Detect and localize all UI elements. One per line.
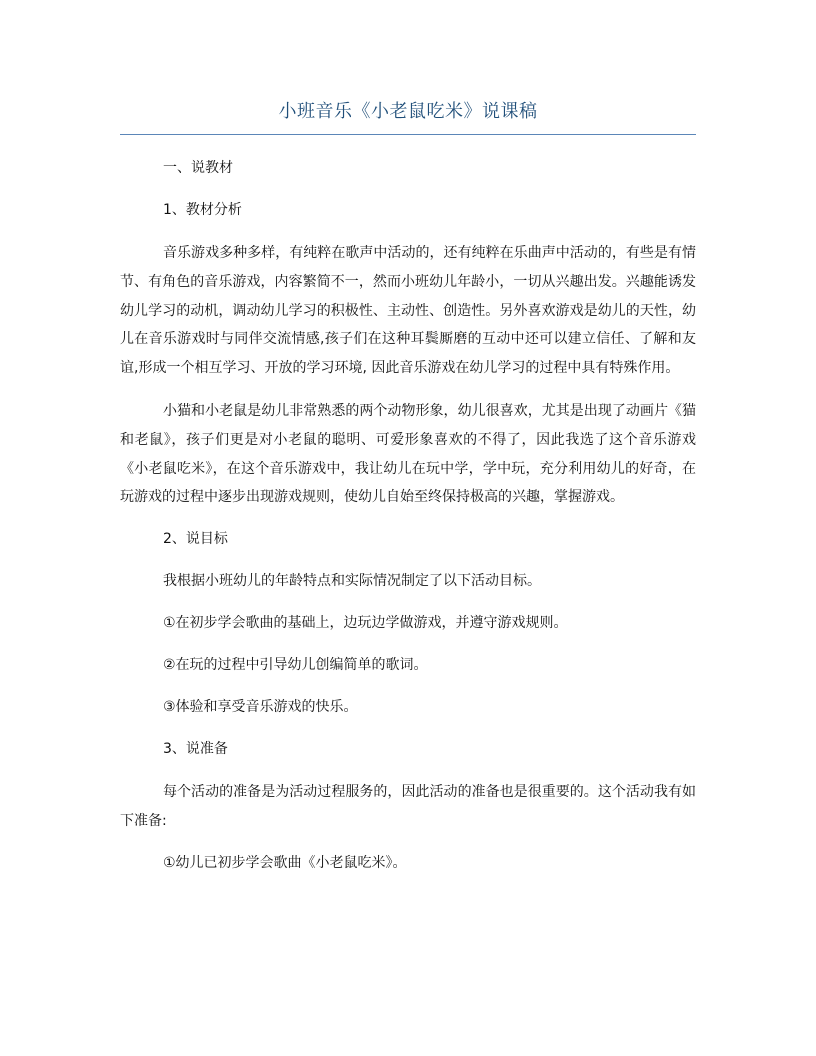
goal-item-3: ③体验和享受音乐游戏的快乐。 — [163, 699, 358, 716]
paragraph-preparation: 每个活动的准备是为活动过程服务的，因此活动的准备也是很重要的。这个活动我有如下准备: — [120, 784, 696, 829]
section-heading-textbook: 一、说教材 — [163, 160, 233, 176]
subheading-material-analysis: 1、教材分析 — [163, 202, 242, 218]
document-body — [120, 155, 696, 892]
preparation-item-1: ①幼儿已初步学会歌曲《小老鼠吃米》。 — [163, 854, 407, 871]
page-title: 小班音乐《小老鼠吃米》说课稿 — [278, 101, 538, 122]
subheading-preparation: 3、说准备 — [163, 741, 228, 758]
subheading-goals: 2、说目标 — [163, 531, 228, 548]
goal-item-1: ①在初步学会歌曲的基础上，边玩边学做游戏，并遵守游戏规则。 — [163, 615, 568, 632]
paragraph-music-games: 音乐游戏多种多样，有纯粹在歌声中活动的，还有纯粹在乐曲声中活动的，有些是有情节、有角色的音乐游戏，内容繁简不一，然而小班幼儿年龄小，一切从兴趣出发。兴趣能诱发幼儿学习的动机，调动幼儿学习的积极性、主动性、创造性。另外喜欢游戏是幼儿的天性，幼儿在音乐游戏时与同伴交流情感,孩子们在这种耳鬓厮磨的互动中还可以建立信任、了解和友谊,形成一个相互学习、开放的学习环境, 因此音乐游戏在幼儿学习的过程中具有特殊作用。 — [120, 245, 696, 377]
goals-intro: 我根据小班幼儿的年龄特点和实际情况制定了以下活动目标。 — [163, 573, 541, 590]
title-underline — [120, 134, 696, 135]
goal-item-2: ②在玩的过程中引导幼儿创编简单的歌词。 — [163, 657, 428, 674]
paragraph-cat-and-mouse: 小猫和小老鼠是幼儿非常熟悉的两个动物形象，幼儿很喜欢，尤其是出现了动画片《猫和老鼠》，孩子们更是对小老鼠的聪明、可爱形象喜欢的不得了，因此我选了这个音乐游戏《小老鼠吃米》，在这个音乐游戏中，我让幼儿在玩中学，学中玩，充分利用幼儿的好奇，在玩游戏的过程中逐步出现游戏规则，使幼儿自始至终保持极高的兴趣，掌握游戏。 — [120, 402, 696, 506]
